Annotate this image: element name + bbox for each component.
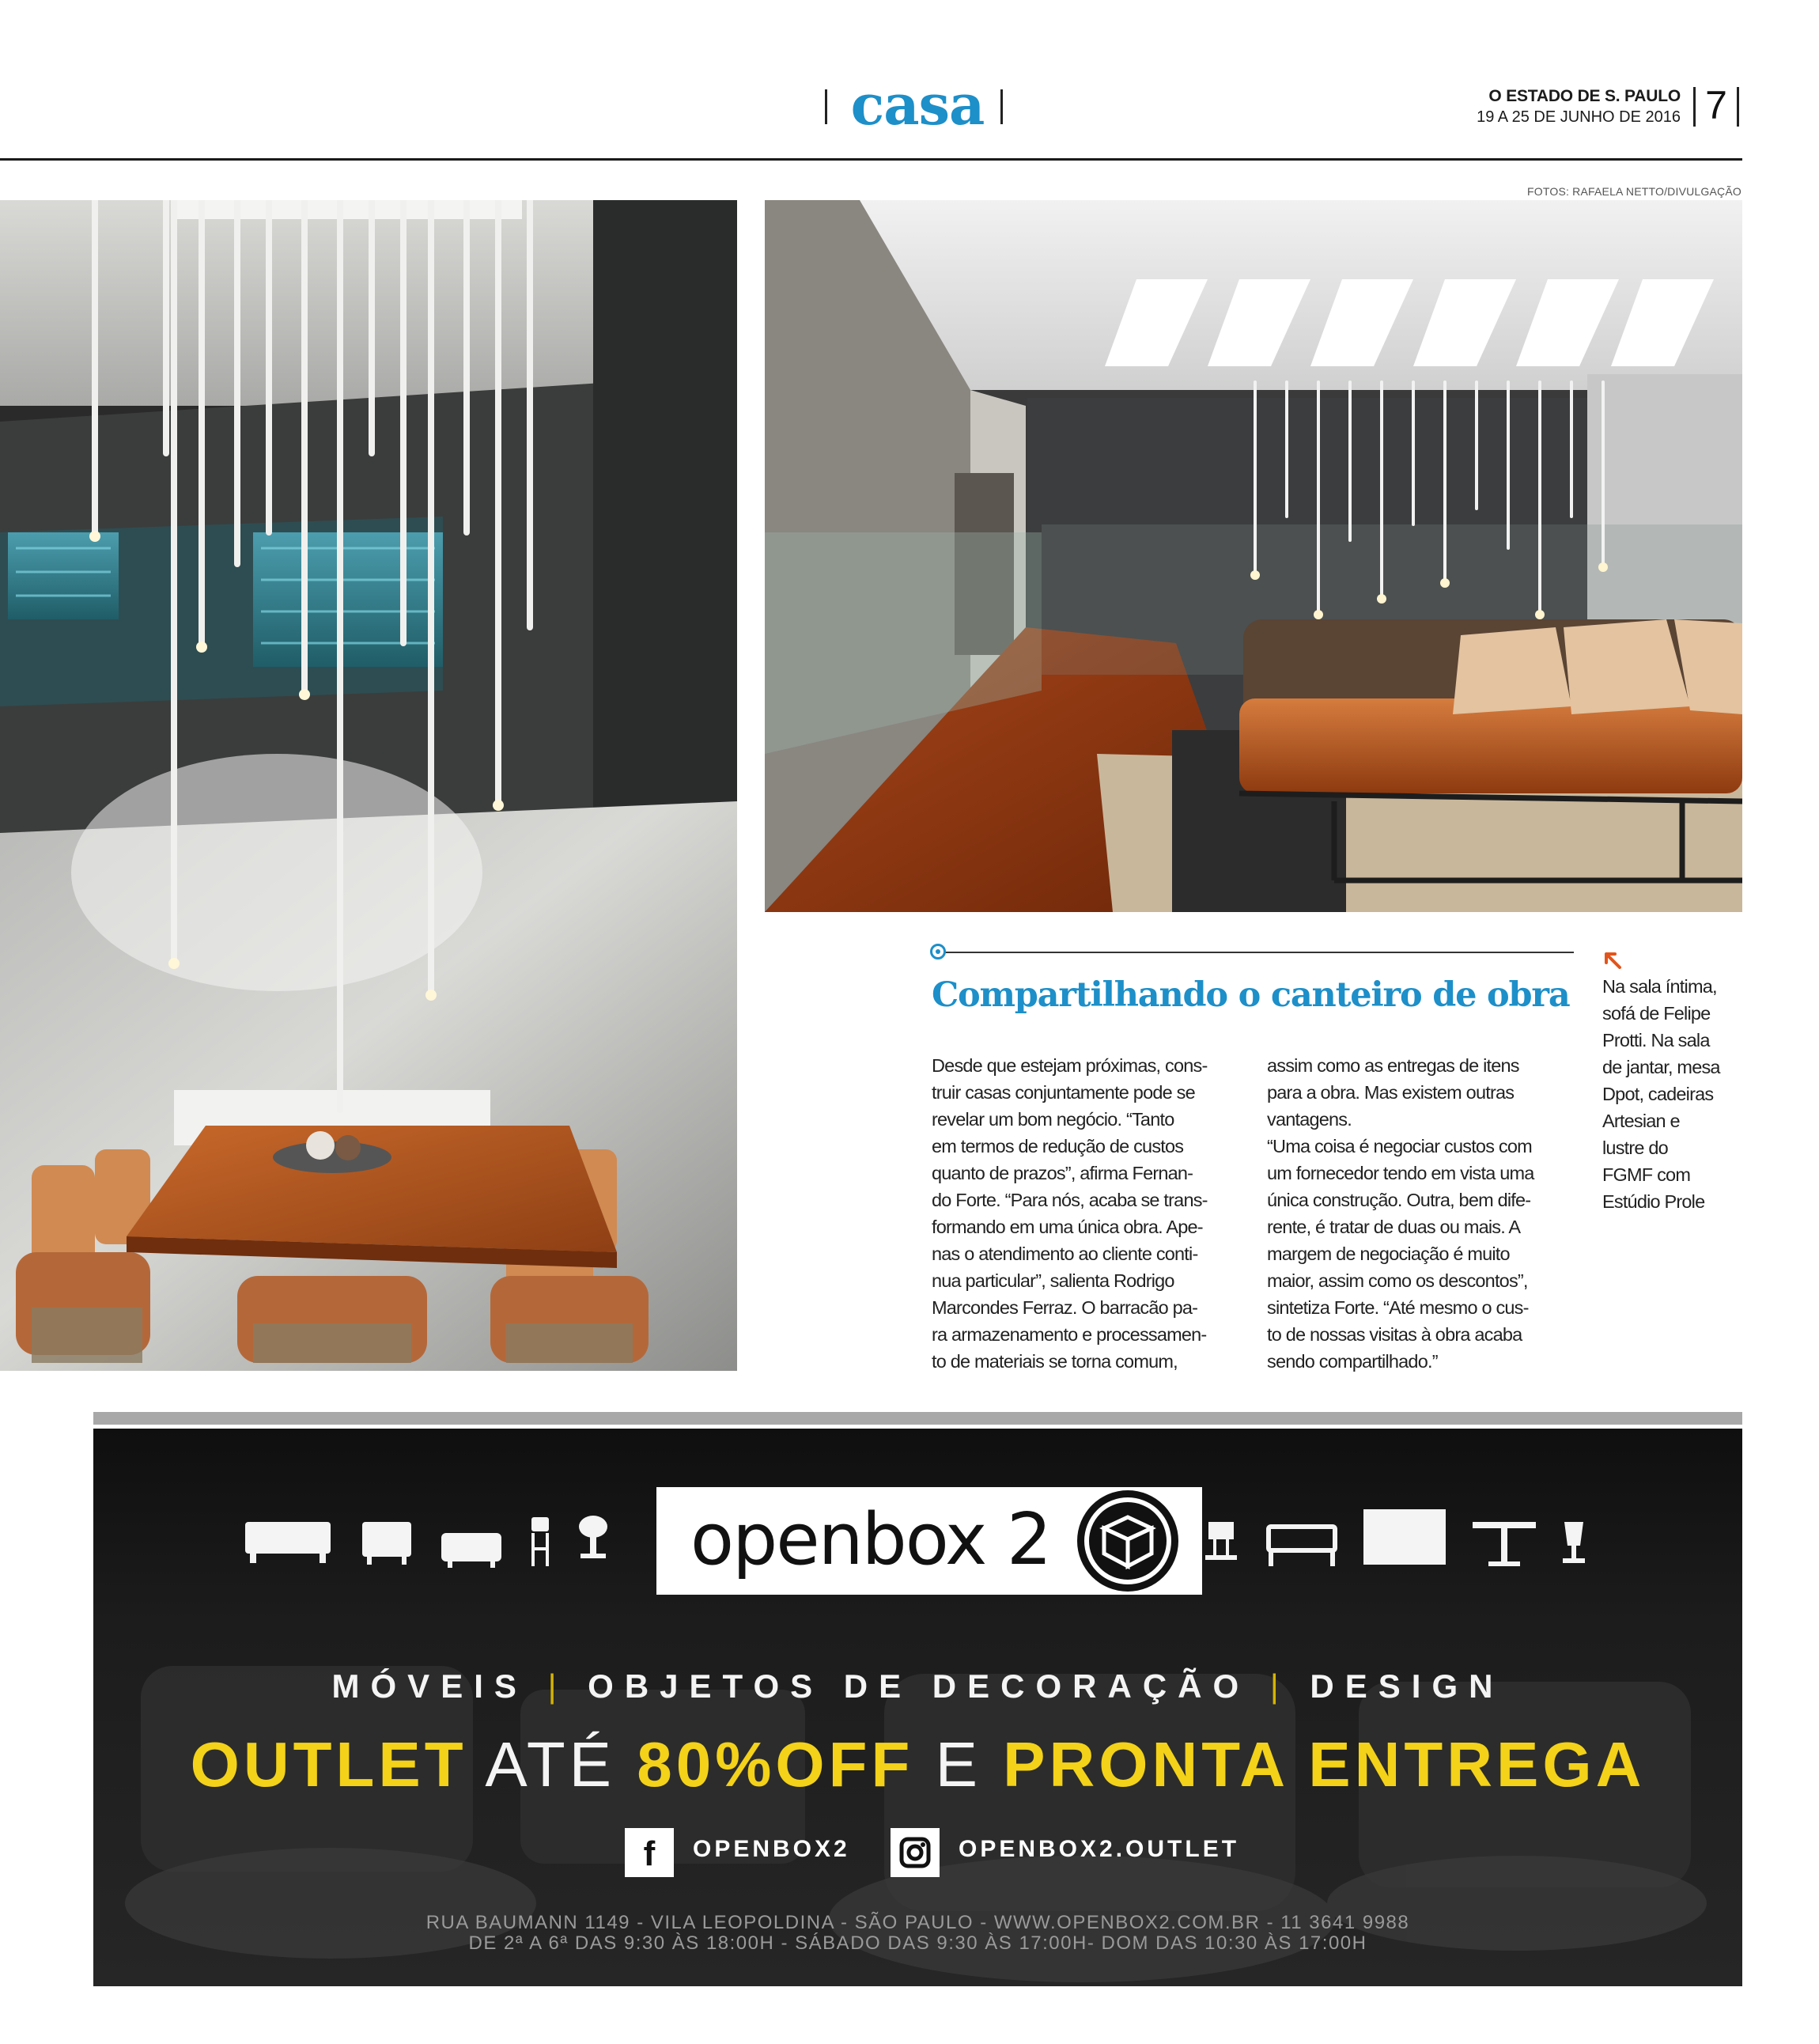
category-design: DESIGN xyxy=(1310,1667,1504,1705)
body-line: truir casas conjuntamente pode se xyxy=(932,1082,1195,1103)
publication-date: 19 A 25 DE JUNHO DE 2016 xyxy=(1477,108,1681,126)
category-separator: | xyxy=(1269,1667,1290,1705)
photo-caption xyxy=(1602,973,1745,1215)
address-line: RUA BAUMANN 1149 - VILA LEOPOLDINA - SÃO PAULO - WWW.OPENBOX2.COM.BR - 11 3641 9988 xyxy=(425,1912,1410,1933)
caption-arrow-icon xyxy=(1604,952,1623,971)
ad-categories xyxy=(93,1667,1742,1705)
body-line: “Uma coisa é negociar custos com xyxy=(1267,1136,1532,1156)
body-line: vantagens. xyxy=(1267,1109,1352,1130)
facebook-label: OPENBOX2 xyxy=(693,1836,850,1862)
body-line: sintetiza Forte. “Até mesmo o cus- xyxy=(1267,1297,1529,1318)
body-line: maior, assim como os descontos”, xyxy=(1267,1270,1528,1291)
header-rule xyxy=(0,158,1742,161)
brand-name: openbox 2 xyxy=(690,1498,1051,1581)
dining-room-photo xyxy=(0,200,737,1371)
section-title: casa xyxy=(850,72,985,138)
page-number: 7 xyxy=(1705,83,1727,127)
instagram-handle xyxy=(891,1828,1240,1877)
header-divider-left xyxy=(825,89,827,124)
body-line: para a obra. Mas existem outras xyxy=(1267,1082,1515,1103)
category-separator: | xyxy=(547,1667,568,1705)
offer-delivery: PRONTA ENTREGA xyxy=(1003,1729,1646,1800)
hours-line: DE 2ª A 6ª DAS 9:30 ÀS 18:00H - SÁBADO DAS 9:30 ÀS 17:00H- DOM DAS 10:30 ÀS 17:00H xyxy=(468,1932,1367,1954)
headline-rule xyxy=(941,952,1574,953)
photo-credit: FOTOS: RAFAELA NETTO/DIVULGAÇÃO xyxy=(1527,185,1741,198)
caption-line: Na sala íntima, xyxy=(1602,976,1717,997)
instagram-glyph xyxy=(891,1828,940,1877)
headline-rule-dot xyxy=(930,944,946,960)
body-line: to de materiais se torna comum, xyxy=(932,1351,1178,1372)
dining-room-illustration xyxy=(0,200,737,1371)
article-column-2 xyxy=(1267,1052,1583,1375)
ad-offer xyxy=(93,1725,1742,1804)
offer-discount: 80%OFF xyxy=(637,1729,914,1800)
living-room-photo xyxy=(765,200,1742,912)
instagram-label: OPENBOX2.OUTLET xyxy=(959,1836,1240,1862)
body-line: do Forte. “Para nós, acaba se trans- xyxy=(932,1190,1208,1210)
caption-line: Artesian e xyxy=(1602,1111,1680,1131)
caption-line: sofá de Felipe xyxy=(1602,1003,1711,1024)
body-line: única construção. Outra, bem dife- xyxy=(1267,1190,1531,1210)
publication-name: O ESTADO DE S. PAULO xyxy=(1488,87,1681,105)
body-line: em termos de redução de custos xyxy=(932,1136,1184,1156)
category-decor: OBJETOS DE DECORAÇÃO xyxy=(588,1667,1250,1705)
offer-ate: ATÉ xyxy=(467,1729,637,1800)
ad-top-bar xyxy=(93,1412,1742,1425)
facebook-handle xyxy=(625,1828,878,1877)
living-room-illustration xyxy=(765,200,1742,912)
offer-outlet: OUTLET xyxy=(190,1729,467,1800)
body-line: sendo compartilhado.” xyxy=(1267,1351,1438,1372)
openbox2-advertisement xyxy=(93,1429,1742,1986)
caption-line: Dpot, cadeiras xyxy=(1602,1084,1714,1104)
body-line: revelar um bom negócio. “Tanto xyxy=(932,1109,1174,1130)
page-number-divider-right xyxy=(1737,87,1739,127)
offer-and: E xyxy=(913,1729,1004,1800)
caption-line: Estúdio Prole xyxy=(1602,1191,1705,1212)
body-line: quanto de prazos”, afirma Fernan- xyxy=(932,1163,1193,1183)
caption-line: de jantar, mesa xyxy=(1602,1057,1720,1077)
article-column-1 xyxy=(932,1052,1248,1375)
article-headline: Compartilhando o canteiro de obra xyxy=(932,975,1570,1015)
caption-line: FGMF com xyxy=(1602,1164,1691,1185)
body-line: Desde que estejam próximas, cons- xyxy=(932,1055,1208,1076)
store-address xyxy=(93,1913,1742,1954)
body-line: margem de negociação é muito xyxy=(1267,1243,1510,1264)
body-line: to de nossas visitas à obra acaba xyxy=(1267,1324,1522,1345)
header-divider-right xyxy=(1000,89,1003,124)
body-line: um fornecedor tendo em vista uma xyxy=(1267,1163,1534,1183)
body-line: Marcondes Ferraz. O barracão pa- xyxy=(932,1297,1198,1318)
caption-line: lustre do xyxy=(1602,1137,1668,1158)
caption-line: Protti. Na sala xyxy=(1602,1030,1710,1050)
body-line: nua particular”, salienta Rodrigo xyxy=(932,1270,1174,1291)
box-emblem-icon xyxy=(1074,1487,1182,1595)
body-line: formando em uma única obra. Ape- xyxy=(932,1217,1203,1237)
body-line: rente, é tratar de duas ou mais. A xyxy=(1267,1217,1521,1237)
category-furniture: MÓVEIS xyxy=(331,1667,528,1705)
body-line: nas o atendimento ao cliente conti- xyxy=(932,1243,1198,1264)
body-line: ra armazenamento e processamen- xyxy=(932,1324,1207,1345)
facebook-icon: f xyxy=(625,1828,674,1877)
instagram-icon xyxy=(891,1828,940,1877)
page-number-divider-left xyxy=(1693,87,1696,127)
body-line: assim como as entregas de itens xyxy=(1267,1055,1519,1076)
